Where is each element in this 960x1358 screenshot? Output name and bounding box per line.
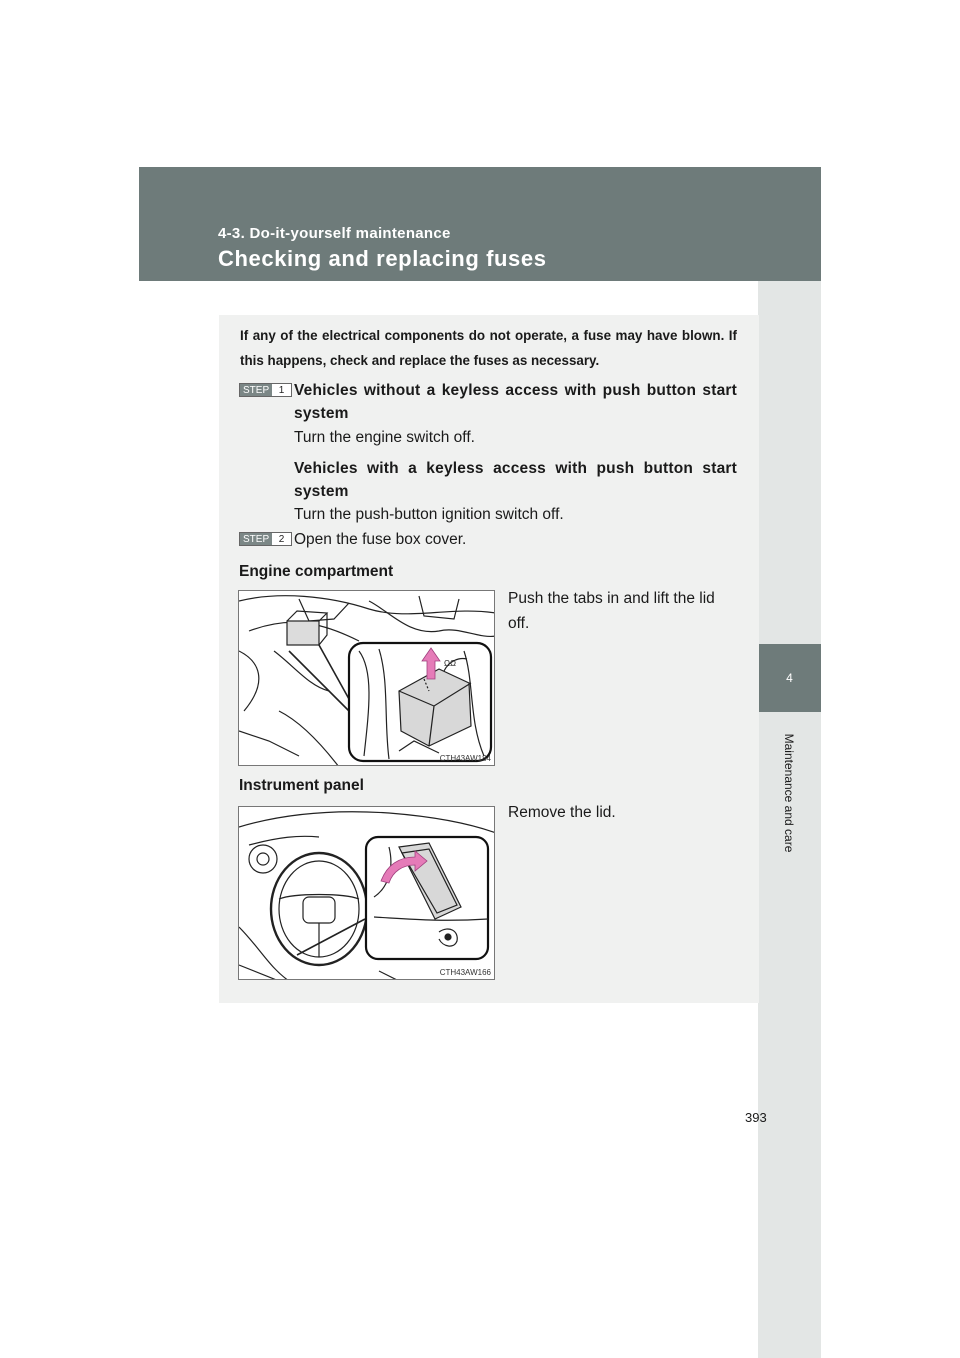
chapter-number: 4 <box>786 671 793 685</box>
instrument-panel-label: Instrument panel <box>239 777 364 794</box>
page-header <box>139 167 821 281</box>
step-1-heading-b: Vehicles with a keyless access with push button start system <box>294 460 737 500</box>
chapter-label: Maintenance and care <box>782 733 796 853</box>
figure-code: CTH43AW166 <box>439 968 491 977</box>
step-word: STEP <box>240 533 272 545</box>
step-1-text-b: Turn the push-button ignition switch off. <box>294 506 564 523</box>
svg-text:ΩΩ: ΩΩ <box>444 659 456 668</box>
step-number: 2 <box>278 534 285 545</box>
engine-instruction: Push the tabs in and lift the lid off. <box>508 590 715 632</box>
page-title: Checking and replacing fuses <box>218 246 547 271</box>
step-number: 1 <box>278 385 285 396</box>
step-1-badge <box>239 383 292 397</box>
step-1-text-a: Turn the engine switch off. <box>294 429 475 446</box>
step-2-badge <box>239 532 292 546</box>
chapter-number-box <box>758 644 821 712</box>
step-1-heading-a: Vehicles without a keyless access with push button start system <box>294 382 737 422</box>
engine-compartment-illustration <box>239 591 495 766</box>
figure-code: CTH43AW184 <box>439 754 491 763</box>
instrument-fuse-box-figure <box>238 806 495 980</box>
step-word: STEP <box>240 384 272 396</box>
section-title: 4-3. Do-it-yourself maintenance <box>218 225 451 242</box>
instrument-instruction: Remove the lid. <box>508 804 616 821</box>
page-number: 393 <box>745 1110 767 1125</box>
engine-compartment-label: Engine compartment <box>239 563 394 580</box>
step-2-text: Open the fuse box cover. <box>294 531 467 548</box>
engine-fuse-box-figure <box>238 590 495 766</box>
intro-paragraph: If any of the electrical components do not operate, a fuse may have blown. If this happens, check and replace the fuses as necessary. <box>240 328 737 368</box>
instrument-panel-illustration <box>239 807 495 980</box>
